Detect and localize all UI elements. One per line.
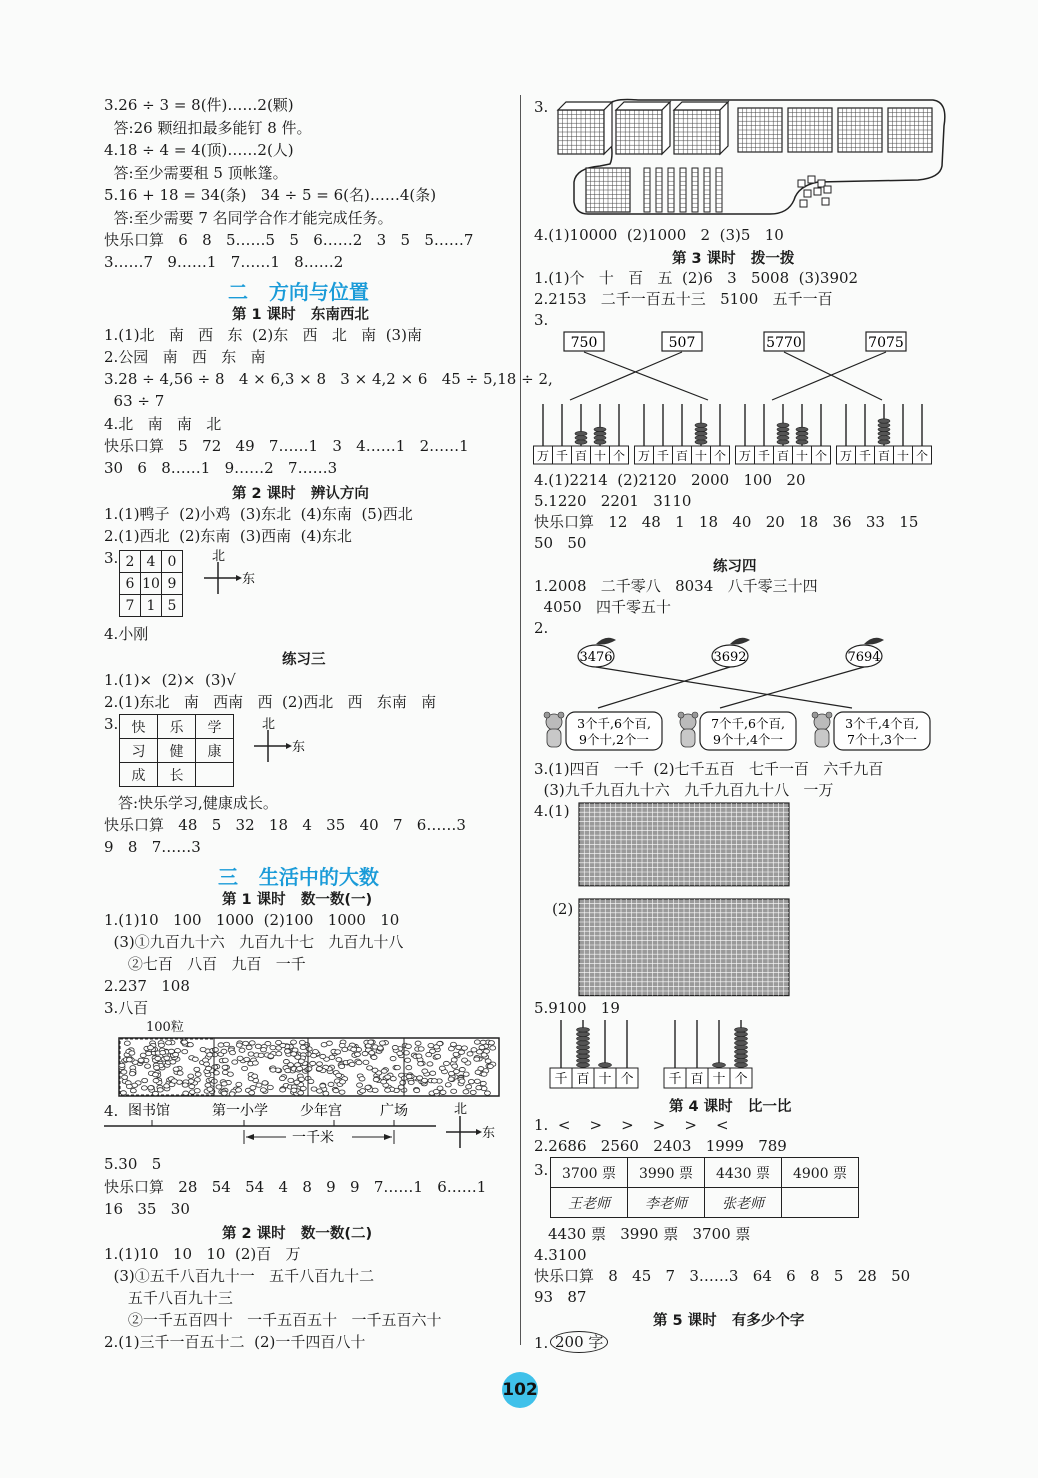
leaf-icon bbox=[730, 638, 750, 645]
compass-icon bbox=[248, 716, 312, 768]
text-line: 16 35 30 bbox=[104, 1200, 190, 1218]
abacus-bead bbox=[577, 1054, 590, 1059]
exercise-title: 练习四 bbox=[713, 559, 757, 575]
abacus-bead bbox=[695, 440, 707, 444]
bubble-text: 3个千,4个百, bbox=[845, 716, 919, 731]
place-label: 千 bbox=[554, 1072, 568, 1087]
svg-text:第一小学: 第一小学 bbox=[212, 1103, 268, 1119]
place-label: 百 bbox=[675, 449, 689, 463]
text-line: (3)九千九百九十六 九千九百九十八 一万 bbox=[534, 781, 834, 799]
text-line: 2.公园 南 西 东 南 bbox=[104, 348, 266, 366]
abacus-bead bbox=[777, 427, 789, 431]
text-line: 4.(1)2214 (2)2120 2000 100 20 bbox=[534, 471, 806, 489]
place-label: 万 bbox=[536, 449, 550, 463]
place-label: 千 bbox=[555, 449, 569, 463]
abacus-bead bbox=[777, 431, 789, 435]
beans-label: 100粒 bbox=[146, 1020, 184, 1035]
text-line: 1. < > > > > < bbox=[534, 1116, 729, 1134]
place-label: 百 bbox=[776, 449, 790, 463]
place-label: 万 bbox=[637, 449, 651, 463]
place-label: 千 bbox=[668, 1072, 682, 1087]
abacus-bead bbox=[878, 436, 890, 440]
place-label: 千 bbox=[858, 449, 872, 463]
leaf-icon bbox=[864, 638, 884, 645]
place-label: 百 bbox=[877, 449, 891, 463]
abacus-bead bbox=[594, 427, 606, 431]
abacus-bead bbox=[796, 436, 808, 440]
votes-table: 3700 票 3990 票 4430 票 4900 票 王老师 李老师 张老师 bbox=[550, 1157, 859, 1218]
place-label: 十 bbox=[712, 1072, 726, 1087]
lesson-title: 第 1 课时 数一数(一) bbox=[222, 892, 373, 908]
bear-ear bbox=[826, 712, 832, 718]
lesson-title: 第 1 课时 东南西北 bbox=[232, 307, 369, 323]
text-line: 2.(1)东北 南 西南 西 (2)西北 西 东南 南 bbox=[104, 693, 437, 711]
text-line: 1.(1)10 10 10 (2)百 万 bbox=[104, 1245, 301, 1263]
question-label: 3. bbox=[104, 549, 119, 567]
lesson-title: 第 5 课时 有多少个字 bbox=[653, 1313, 805, 1329]
question-label: 1. bbox=[534, 1334, 549, 1352]
number-label: 5770 bbox=[766, 335, 802, 351]
svg-text:图书馆: 图书馆 bbox=[128, 1103, 170, 1119]
text-line: 快乐口算 12 48 1 18 40 20 18 36 33 15 bbox=[534, 513, 919, 531]
match-line bbox=[784, 352, 882, 400]
abacus-bead bbox=[577, 1041, 590, 1046]
text-line: 答:快乐学习,健康成长。 bbox=[118, 794, 278, 812]
text-line: 2.(1)三千一百五十二 (2)一千四百八十 bbox=[104, 1333, 366, 1351]
abacus-bead bbox=[735, 1063, 748, 1068]
text-line: (3)①五千八百九十一 五千八百九十二 bbox=[104, 1267, 375, 1285]
svg-text:广场: 广场 bbox=[380, 1103, 408, 1119]
abacus-bead bbox=[796, 431, 808, 435]
match-line bbox=[720, 667, 864, 708]
text-line: 3.八百 bbox=[104, 999, 149, 1017]
text-line: 答:26 颗纽扣最多能钉 8 件。 bbox=[104, 119, 312, 137]
abacus-bead bbox=[777, 440, 789, 444]
bear-ear bbox=[812, 712, 818, 718]
abacus-bead bbox=[777, 436, 789, 440]
text-line: 4050 四千零五十 bbox=[534, 598, 672, 616]
bubble-text: 7个十,3个一 bbox=[847, 732, 917, 747]
text-line: 30 6 8……1 9……2 7……3 bbox=[104, 459, 338, 477]
beans-illustration bbox=[118, 1036, 502, 1098]
text-line: 3……7 9……1 7……1 8……2 bbox=[104, 253, 344, 271]
place-label: 十 bbox=[896, 449, 910, 463]
question-label: 3. bbox=[534, 98, 549, 116]
place-label: 十 bbox=[598, 1072, 612, 1087]
circled-answer: 200 字 bbox=[550, 1331, 608, 1353]
text-line: 3. bbox=[534, 311, 549, 329]
abacus-bead bbox=[735, 1054, 748, 1059]
abacus-bead bbox=[878, 431, 890, 435]
text-line: ②七百 八百 九百 一千 bbox=[104, 955, 306, 973]
text-line: 5.30 5 bbox=[104, 1155, 162, 1173]
match-line bbox=[598, 667, 730, 708]
text-line: 答:至少需要 7 名同学合作才能完成任务。 bbox=[104, 209, 393, 227]
abacus-bead bbox=[777, 423, 789, 427]
text-line: 1.(1)10 100 1000 (2)100 1000 10 bbox=[104, 911, 400, 929]
section-title: 三 生活中的大数 bbox=[218, 865, 379, 889]
lesson-title: 第 4 课时 比一比 bbox=[669, 1099, 792, 1115]
place-label: 个 bbox=[915, 449, 929, 463]
text-line: 快乐口算 6 8 5……5 5 6……2 3 5 5……7 bbox=[104, 231, 474, 249]
place-label: 万 bbox=[738, 449, 752, 463]
svg-text:一千米: 一千米 bbox=[292, 1130, 334, 1146]
place-label: 百 bbox=[574, 449, 588, 463]
text-line: 答:至少需要租 5 顶帐篷。 bbox=[104, 164, 288, 182]
route-map bbox=[104, 1100, 504, 1156]
text-line: 五千八百九十三 bbox=[104, 1289, 233, 1307]
place-label: 千 bbox=[757, 449, 771, 463]
hundred-grid bbox=[578, 898, 798, 998]
abacus-bead bbox=[599, 1063, 612, 1068]
place-label: 个 bbox=[814, 449, 828, 463]
abacus-bead bbox=[594, 436, 606, 440]
text-line: 63 ÷ 7 bbox=[104, 392, 165, 410]
place-label: 个 bbox=[734, 1072, 748, 1087]
blocks-illustration bbox=[548, 96, 958, 220]
abacus-bead bbox=[577, 1032, 590, 1037]
apple-number: 3476 bbox=[579, 650, 613, 665]
abacus-bead bbox=[796, 440, 808, 444]
bear-ear bbox=[544, 712, 550, 718]
svg-text:北: 北 bbox=[212, 549, 226, 564]
abacus-bead bbox=[577, 1058, 590, 1063]
hundred-grid bbox=[578, 802, 798, 892]
text-line: 2.237 108 bbox=[104, 977, 190, 995]
question-label: 4.(1) bbox=[534, 802, 570, 820]
bubble-text: 3个千,6个百, bbox=[577, 716, 651, 731]
page-number: 102 bbox=[502, 1372, 538, 1408]
abacus-bead bbox=[878, 423, 890, 427]
text-line: 4.18 ÷ 4 = 4(顶)……2(人) bbox=[104, 141, 294, 159]
abacus-bead bbox=[695, 423, 707, 427]
svg-text:北: 北 bbox=[454, 1102, 468, 1117]
text-line: 2.2153 二千一百五十三 5100 五千一百 bbox=[534, 290, 833, 308]
match-line bbox=[570, 352, 682, 400]
abacus-bead bbox=[735, 1050, 748, 1055]
question-label: 4. bbox=[104, 1102, 119, 1120]
leaf-icon bbox=[596, 638, 616, 645]
svg-text:东: 东 bbox=[482, 1126, 496, 1141]
bear-body bbox=[681, 729, 695, 747]
abacus-bead bbox=[878, 440, 890, 444]
abacus-bead bbox=[695, 431, 707, 435]
lesson-title: 第 3 课时 拨一拨 bbox=[672, 251, 795, 267]
abacus-bead bbox=[695, 436, 707, 440]
place-label: 个 bbox=[612, 449, 626, 463]
text-line: 2.2686 2560 2403 1999 789 bbox=[534, 1137, 787, 1155]
place-label: 万 bbox=[839, 449, 853, 463]
question-label: 3. bbox=[104, 715, 119, 733]
text-line: 4.3100 bbox=[534, 1246, 587, 1264]
number-grid: 2 4 0 6 10 9 7 1 5 bbox=[119, 550, 183, 617]
abacus-bead bbox=[577, 1063, 590, 1068]
match-line bbox=[596, 667, 852, 708]
abacus-bead bbox=[577, 1028, 590, 1033]
apple-matching bbox=[530, 636, 940, 758]
bear-ear bbox=[558, 712, 564, 718]
text-line: 1.(1)× (2)× (3)√ bbox=[104, 671, 236, 689]
bear-ear bbox=[692, 712, 698, 718]
abacus-bead bbox=[577, 1045, 590, 1050]
abacus-bead bbox=[735, 1036, 748, 1041]
abacus-bead bbox=[796, 427, 808, 431]
text-line: 1.(1)个 十 百 五 (2)6 3 5008 (3)3902 bbox=[534, 269, 859, 287]
column-divider bbox=[520, 95, 521, 1345]
abacus-bead bbox=[735, 1041, 748, 1046]
bubble-text: 9个十,2个一 bbox=[579, 732, 649, 747]
abacus-bead bbox=[735, 1058, 748, 1063]
text-line: 3.(1)四百 一千 (2)七千五百 七千一百 六千九百 bbox=[534, 760, 884, 778]
bubble-text: 7个千,6个百, bbox=[711, 716, 785, 731]
apple-number: 7694 bbox=[847, 650, 881, 665]
abacus-bead bbox=[577, 1050, 590, 1055]
text-line: ②一千五百四十 一千五百五十 一千五百六十 bbox=[104, 1311, 442, 1329]
abacus-bead bbox=[594, 440, 606, 444]
abacus-bead bbox=[695, 427, 707, 431]
text-line: 快乐口算 28 54 54 4 8 9 9 7……1 6……1 bbox=[104, 1178, 487, 1196]
text-line: 2. bbox=[534, 619, 549, 637]
place-label: 个 bbox=[713, 449, 727, 463]
match-line bbox=[772, 352, 886, 400]
abacus-bead bbox=[878, 427, 890, 431]
place-label: 百 bbox=[690, 1072, 704, 1087]
bear-ear bbox=[678, 712, 684, 718]
svg-text:东: 东 bbox=[292, 740, 306, 755]
text-line: 1.2008 二千零八 8034 八千零三十四 bbox=[534, 577, 818, 595]
place-label: 百 bbox=[576, 1072, 590, 1087]
lesson-title: 第 2 课时 辨认方向 bbox=[232, 486, 369, 502]
abacus-bead bbox=[735, 1045, 748, 1050]
number-label: 7075 bbox=[868, 335, 904, 351]
question-label: (2) bbox=[552, 900, 574, 918]
svg-text:北: 北 bbox=[262, 717, 276, 732]
bear-body bbox=[815, 729, 829, 747]
text-line: 3.28 ÷ 4,56 ÷ 8 4 × 6,3 × 8 3 × 4,2 × 6 45 ÷ 5,18 ÷ 2, bbox=[104, 370, 553, 388]
abacus-bead bbox=[575, 440, 587, 444]
text-line: 1.(1)北 南 西 东 (2)东 西 北 南 (3)南 bbox=[104, 326, 422, 344]
text-line: (3)①九百九十六 九百九十七 九百九十八 bbox=[104, 933, 404, 951]
text-line: 快乐口算 48 5 32 18 4 35 40 7 6……3 bbox=[104, 816, 466, 834]
abacus-bead bbox=[735, 1028, 748, 1033]
abacus-bead bbox=[594, 431, 606, 435]
abacus-pair bbox=[546, 1016, 766, 1092]
abacus-bead bbox=[575, 436, 587, 440]
bear-body bbox=[547, 729, 561, 747]
text-line: 4.(1)10000 (2)1000 2 (3)5 10 bbox=[534, 226, 784, 244]
place-label: 十 bbox=[694, 449, 708, 463]
text-line: 93 87 bbox=[534, 1288, 587, 1306]
place-label: 十 bbox=[795, 449, 809, 463]
text-line: 4.北 南 南 北 bbox=[104, 415, 222, 433]
text-line: 50 50 bbox=[534, 534, 587, 552]
text-line: 5.16 + 18 = 34(条) 34 ÷ 5 = 6(名)……4(条) bbox=[104, 186, 437, 204]
text-line: 3.26 ÷ 3 = 8(件)……2(颗) bbox=[104, 96, 294, 114]
match-line bbox=[584, 352, 708, 400]
svg-text:少年宫: 少年宫 bbox=[300, 1103, 342, 1119]
abacus-bead bbox=[878, 419, 890, 423]
character-grid: 快 乐 学 习 健 康 成 长 bbox=[119, 714, 234, 787]
apple-number: 3692 bbox=[713, 650, 747, 665]
exercise-title: 练习三 bbox=[282, 652, 326, 668]
place-label: 千 bbox=[656, 449, 670, 463]
section-title: 二 方向与位置 bbox=[228, 280, 369, 304]
bubble-text: 9个十,4个一 bbox=[713, 732, 783, 747]
abacus-bead bbox=[713, 1063, 726, 1068]
abacus-bead bbox=[735, 1032, 748, 1037]
number-label: 750 bbox=[570, 335, 598, 351]
text-line: 2.(1)西北 (2)东南 (3)西南 (4)东北 bbox=[104, 527, 352, 545]
abacus-matching bbox=[530, 328, 940, 468]
question-label: 3. bbox=[534, 1161, 549, 1179]
place-label: 十 bbox=[593, 449, 607, 463]
text-line: 快乐口算 8 45 7 3……3 64 6 8 5 28 50 bbox=[534, 1267, 911, 1285]
compass-icon bbox=[200, 548, 260, 600]
text-line: 5.1220 2201 3110 bbox=[534, 492, 692, 510]
text-line: 4430 票 3990 票 3700 票 bbox=[548, 1225, 751, 1243]
abacus-bead bbox=[575, 431, 587, 435]
lesson-title: 第 2 课时 数一数(二) bbox=[222, 1226, 373, 1242]
svg-text:东: 东 bbox=[242, 572, 256, 587]
text-line: 9 8 7……3 bbox=[104, 838, 201, 856]
text-line: 1.(1)鸭子 (2)小鸡 (3)东北 (4)东南 (5)西北 bbox=[104, 505, 413, 523]
text-line: 快乐口算 5 72 49 7……1 3 4……1 2……1 bbox=[104, 437, 469, 455]
number-label: 507 bbox=[668, 335, 696, 351]
abacus-bead bbox=[577, 1036, 590, 1041]
place-label: 个 bbox=[620, 1072, 634, 1087]
text-line: 4.小刚 bbox=[104, 625, 149, 643]
text-line: 5.9100 19 bbox=[534, 999, 620, 1017]
